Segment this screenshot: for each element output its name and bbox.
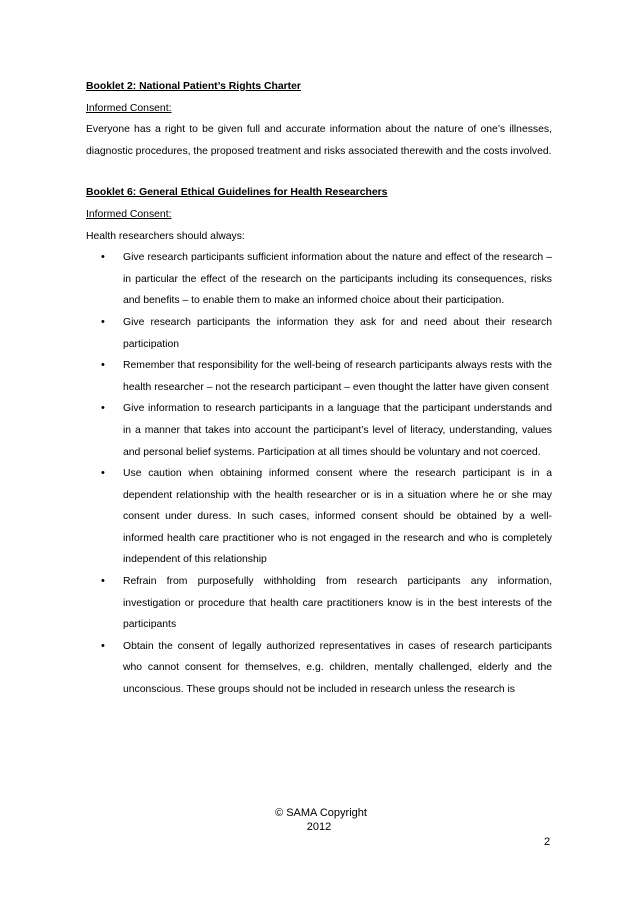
bullet-icon: • bbox=[101, 639, 105, 652]
list-item bbox=[86, 398, 552, 463]
list-item-text: Refrain from purposefully withholding from research participants any information, investigation or procedure that health care practitioners know is in the best interests of the participants bbox=[123, 576, 552, 631]
list-item bbox=[86, 247, 552, 312]
list-item-text: Give information to research participants in a language that the participant understands and in a manner that takes into account the participant’s level of literacy, understanding, values and personal belief systems. Participation at all times should be voluntary and not coerced. bbox=[123, 403, 552, 458]
copyright-text: © SAMA Copyright bbox=[275, 807, 367, 819]
section-heading-patients-rights-charter: Booklet 2: National Patient’s Rights Charter bbox=[86, 81, 301, 92]
document-body bbox=[86, 76, 552, 701]
bullet-icon: • bbox=[101, 359, 105, 372]
copyright-year: 2012 bbox=[306, 821, 332, 833]
bullet-icon: • bbox=[101, 315, 105, 328]
guidelines-intro: Health researchers should always: bbox=[86, 230, 245, 242]
list-item-text: Obtain the consent of legally authorized representatives in cases of research participants who cannot consent for themselves, e.g. children, mentally challenged, elderly and the unconscious. These groups should not be included in research unless the research is bbox=[123, 640, 552, 696]
list-item bbox=[86, 312, 552, 355]
list-item-text: Give research participants the information they ask for and need about their research participation bbox=[123, 316, 552, 350]
list-item bbox=[86, 355, 552, 398]
page-number: 2 bbox=[544, 836, 551, 848]
section-spacer bbox=[86, 162, 552, 182]
section-heading-ethical-guidelines: Booklet 6: General Ethical Guidelines for Health Researchers bbox=[86, 187, 388, 199]
subheading-informed-consent: Informed Consent: bbox=[86, 208, 172, 220]
paragraph-patients-rights: Everyone has a right to be given full and accurate information about the nature of one’s illnesses, diagnostic procedures, the proposed treatment and risks associated therewith and the costs involved. bbox=[86, 124, 552, 157]
bullet-icon: • bbox=[101, 467, 105, 480]
list-item bbox=[86, 636, 552, 701]
list-item bbox=[86, 571, 552, 636]
list-item-text: Use caution when obtaining informed consent where the research participant is in a dependent relationship with the health researcher or is in a situation where he or she may consent under duress. In such cases, informed consent should be obtained by a well-informed health care practitioner who is not engaged in the research and who is completely independent of this relationship bbox=[123, 468, 552, 566]
copyright-footer bbox=[0, 806, 638, 834]
list-item-text: Give research participants sufficient information about the nature and effect of the research – in particular the effect of the research on the participants including its consequences, risks and benefits – to enable them to make an informed choice about their participation. bbox=[123, 252, 552, 307]
subheading-informed-consent: Informed Consent: bbox=[86, 102, 172, 114]
bullet-icon: • bbox=[101, 575, 105, 588]
list-item-text: Remember that responsibility for the well-being of research participants always rests with the health researcher – not the research participant – even thought the latter have given consent bbox=[123, 360, 552, 393]
bullet-icon: • bbox=[101, 251, 105, 264]
guidelines-bullet-list bbox=[86, 247, 552, 700]
list-item bbox=[86, 463, 552, 571]
bullet-icon: • bbox=[101, 402, 105, 415]
